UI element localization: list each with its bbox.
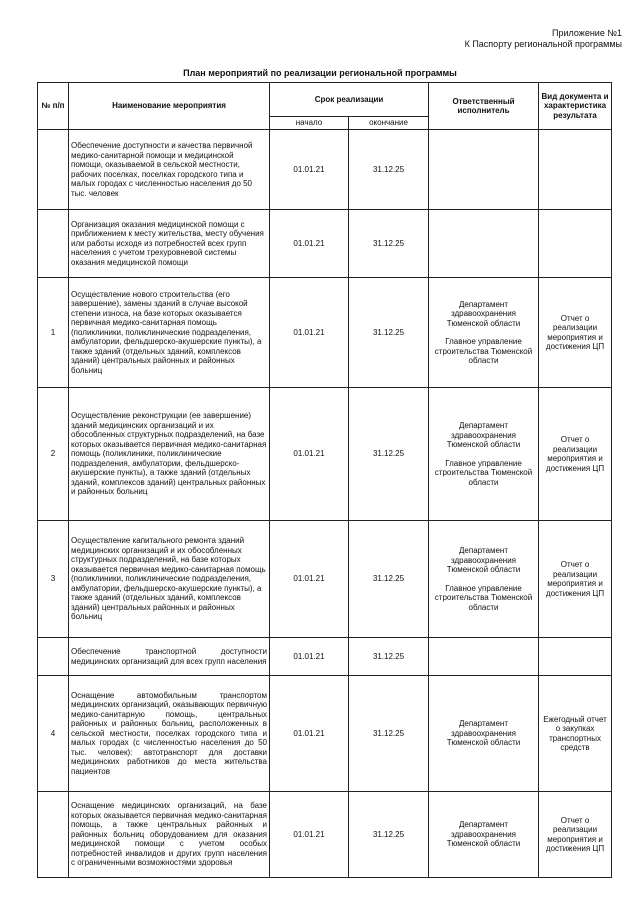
row-name: Обеспечение доступности и качества первичной медико-санитарной помощи и медицинской помощи, оказываемой в сельской местности, рабочих поселках, поселках городского типа и малых городах с численностью населения до 50 тыс. человек	[69, 130, 270, 210]
table-row	[38, 388, 612, 521]
row-doc: Ежегодный отчет о закупках транспортных средств	[539, 676, 612, 792]
row-start: 01.01.21	[270, 278, 349, 388]
row-name: Организация оказания медицинской помощи с приближением к месту жительства, месту обучения или работы исходя из потребностей всех групп населения с учетом трехуровневой системы оказания медицинской помощи	[69, 210, 270, 278]
row-end: 31.12.25	[349, 521, 429, 638]
row-end: 31.12.25	[349, 792, 429, 878]
row-doc: Отчет о реализации мероприятия и достижения ЦП	[539, 521, 612, 638]
row-name: Осуществление капитального ремонта зданий медицинских организаций и их обособленных структурных подразделений, на базе которых оказывается первичная медико-санитарная помощь (поликлиники, поликлинические подразделения, амбулатории, фельдшерско-акушерские пункты), а также зданий (отдельных зданий, комплексов зданий) центральных районных и районных больниц	[69, 521, 270, 638]
header-num: № п/п	[38, 83, 69, 130]
row-end: 31.12.25	[349, 130, 429, 210]
row-num	[38, 130, 69, 210]
row-doc	[539, 130, 612, 210]
table-row	[38, 638, 612, 676]
row-responsible	[429, 676, 539, 792]
header-period: Срок реализации	[270, 83, 429, 117]
row-end: 31.12.25	[349, 210, 429, 278]
header-responsible: Ответственный исполнитель	[429, 83, 539, 130]
row-responsible	[429, 521, 539, 638]
responsible-dept: Департамент здравоохранения Тюменской области	[446, 820, 521, 849]
row-doc: Отчет о реализации мероприятия и достижения ЦП	[539, 278, 612, 388]
table-row	[38, 278, 612, 388]
row-start: 01.01.21	[270, 676, 349, 792]
row-name: Осуществление реконструкции (ее завершение) зданий медицинских организаций и их обособленных структурных подразделений, на базе которых оказывается первичная медико-санитарная помощь (поликлиники, поликлинические подразделения, амбулатории, фельдшерско-акушерские пункты), а также зданий (отдельных зданий, комплексов зданий) центральных районных и районных больниц	[69, 388, 270, 521]
row-doc	[539, 210, 612, 278]
appendix-line-1: Приложение №1	[552, 28, 622, 38]
row-num	[38, 210, 69, 278]
header-doc: Вид документа и характеристика результата	[539, 83, 612, 130]
row-start: 01.01.21	[270, 638, 349, 676]
row-num	[38, 638, 69, 676]
row-responsible	[429, 792, 539, 878]
row-doc: Отчет о реализации мероприятия и достижения ЦП	[539, 792, 612, 878]
row-doc: Отчет о реализации мероприятия и достижения ЦП	[539, 388, 612, 521]
row-responsible	[429, 210, 539, 278]
row-name: Оснащение медицинских организаций, на базе которых оказывается первичная медико-санитарная помощь, а также центральных районных и районных больниц оборудованием для оказания медицинской помощи с учетом особых потребностей инвалидов и других групп населения с ограниченными возможностями здоровья	[69, 792, 270, 878]
row-responsible	[429, 130, 539, 210]
table-row	[38, 210, 612, 278]
responsible-dept: Департамент здравоохранения Тюменской области	[446, 299, 521, 328]
appendix-line-2: К Паспорту региональной программы	[464, 39, 622, 49]
header-name: Наименование мероприятия	[69, 83, 270, 130]
row-num: 1	[38, 278, 69, 388]
plan-title: План мероприятий по реализации региональной программы	[183, 68, 457, 78]
row-num	[38, 792, 69, 878]
row-num: 2	[38, 388, 69, 521]
header-start: начало	[270, 117, 349, 130]
responsible-dept: Департамент здравоохранения Тюменской области	[446, 421, 521, 449]
row-end: 31.12.25	[349, 278, 429, 388]
row-responsible	[429, 278, 539, 388]
responsible-build: Главное управление строительства Тюменской области	[434, 337, 533, 365]
row-responsible	[429, 638, 539, 676]
row-start: 01.01.21	[270, 388, 349, 521]
row-responsible	[429, 388, 539, 521]
header-end: окончание	[349, 117, 429, 130]
row-name: Осуществление нового строительства (его завершение), замены зданий в случае высокой степени износа, на базе которых оказывается первичная медико-санитарная помощь (поликлиники, поликлинические подразделения, амбулатории, фельдшерско-акушерские пункты), а также зданий (отдельных зданий, комплексов зданий) центральных районных и районных больниц	[69, 278, 270, 388]
row-end: 31.12.25	[349, 388, 429, 521]
row-start: 01.01.21	[270, 521, 349, 638]
row-start: 01.01.21	[270, 130, 349, 210]
row-start: 01.01.21	[270, 792, 349, 878]
row-start: 01.01.21	[270, 210, 349, 278]
row-doc	[539, 638, 612, 676]
appendix-header	[465, 28, 622, 50]
table-row	[38, 521, 612, 638]
table-row	[38, 130, 612, 210]
row-end: 31.12.25	[349, 676, 429, 792]
row-name: Оснащение автомобильным транспортом медицинских организаций, оказывающих первичную медико-санитарную помощь, центральных районных и районных больниц, расположенных в сельской местности, поселках городского типа и малых городах (с численностью населения до 50 тыс. человек): автотранспорт для доставки медицинских работников до места жительства пациентов	[69, 676, 270, 792]
table-row	[38, 676, 612, 792]
responsible-build: Главное управление строительства Тюменской области	[434, 458, 533, 487]
row-name: Обеспечение транспортной доступности медицинских организаций для всех групп населения	[69, 638, 270, 676]
row-end: 31.12.25	[349, 638, 429, 676]
plan-table	[37, 82, 612, 878]
table-row	[38, 792, 612, 878]
row-num: 3	[38, 521, 69, 638]
row-num: 4	[38, 676, 69, 792]
responsible-dept: Департамент здравоохранения Тюменской области	[446, 546, 521, 574]
responsible-build: Главное управление строительства Тюменской области	[434, 583, 533, 612]
responsible-dept: Департамент здравоохранения Тюменской области	[446, 719, 521, 748]
